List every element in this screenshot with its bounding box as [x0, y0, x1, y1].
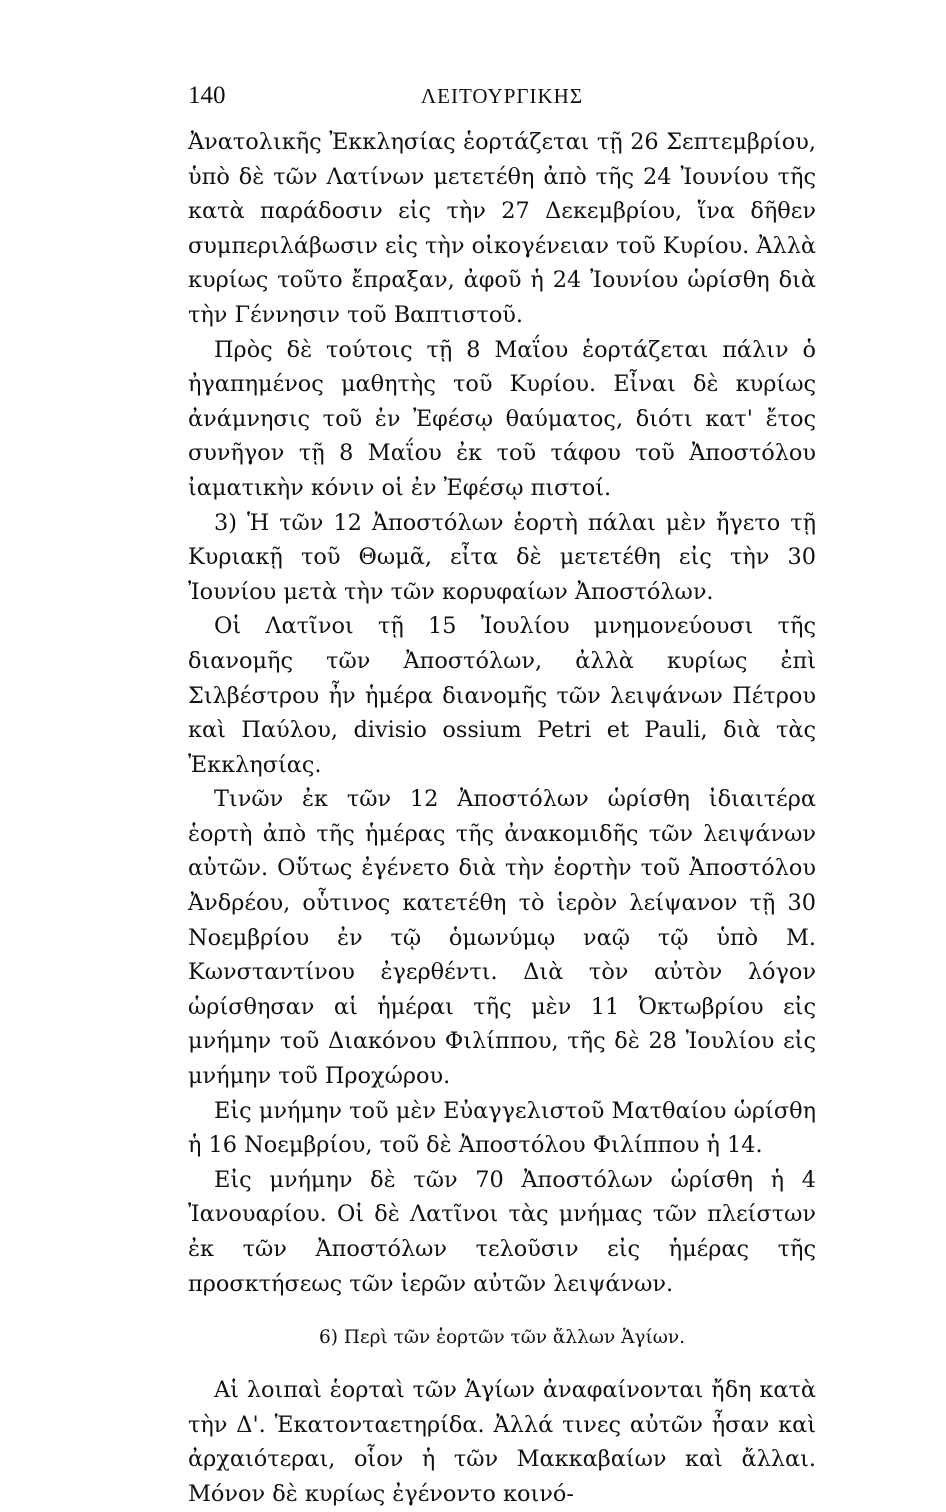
page-number: 140 — [188, 82, 226, 109]
paragraph-2: Πρὸς δὲ τούτοις τῇ 8 Μαΐου ἑορτάζεται πάλιν ὁ ἠγαπημένος μαθητὴς τοῦ Κυρίου. Εἶναι δὲ κυρίως ἀνάμνησις τοῦ ἐν Ἐφέσῳ θαύματος, διότι κατ' ἔτος συνῆγον τῇ 8 Μαΐου ἐκ τοῦ τάφου τοῦ Ἀποστόλου ἰαματικὴν κόνιν οἱ ἐν Ἐφέσῳ πιστοί. — [188, 336, 816, 501]
body-text — [188, 125, 816, 1512]
running-title: ΛΕΙΤΟΥΡΓΙΚΗΣ — [420, 84, 584, 108]
paragraph-6: Εἰς μνήμην τοῦ μὲν Εὐαγγελιστοῦ Ματθαίου ὡρίσθη ἡ 16 Νοεμβρίου, τοῦ δὲ Ἀποστόλου Φιλίππου ἡ 14. — [188, 1097, 816, 1159]
section-heading: 6) Περὶ τῶν ἑορτῶν τῶν ἄλλων Ἁγίων. — [319, 1327, 685, 1349]
page-header — [188, 82, 816, 116]
paragraph-5: Τινῶν ἐκ τῶν 12 Ἀποστόλων ὡρίσθη ἰδιαιτέρα ἑορτὴ ἀπὸ τῆς ἡμέρας τῆς ἀνακομιδῆς τῶν λειψάνων αὐτῶν. Οὕτως ἐγένετο διὰ τὴν ἑορτὴν τοῦ Ἀποστόλου Ἀνδρέου, οὗτινος κατετέθη τὸ ἱερὸν λείψανον τῇ 30 Νοεμβρίου ἐν τῷ ὁμωνύμῳ ναῷ τῷ ὑπὸ Μ. Κωνσταντίνου ἐγερθέντι. Διὰ τὸν αὐτὸν λόγον ὡρίσθησαν αἱ ἡμέραι τῆς μὲν 11 Ὀκτωβρίου εἰς μνήμην τοῦ Διακόνου Φιλίππου, τῆς δὲ 28 Ἰουλίου εἰς μνήμην τοῦ Προχώρου. — [188, 786, 816, 1090]
paragraph-7: Εἰς μνήμην δὲ τῶν 70 Ἀποστόλων ὡρίσθη ἡ 4 Ἰανουαρίου. Οἱ δὲ Λατῖνοι τὰς μνήμας τῶν πλείστων ἐκ τῶν Ἀποστόλων τελοῦσιν εἰς ἡμέρας τῆς προσκτήσεως τῶν ἱερῶν αὐτῶν λειψάνων. — [188, 1166, 816, 1297]
paragraph-4: Οἱ Λατῖνοι τῇ 15 Ἰουλίου μνημονεύουσι τῆς διανομῆς τῶν Ἀποστόλων, ἀλλὰ κυρίως ἐπὶ Σιλβέστρου ἦν ἡμέρα διανομῆς τῶν λειψάνων Πέτρου καὶ Παύλου, divisio ossium Petri et Pauli, διὰ τὰς Ἐκκλησίας. — [188, 613, 816, 778]
paragraph-1: Ἀνατολικῆς Ἐκκλησίας ἑορτάζεται τῇ 26 Σεπτεμβρίου, ὑπὸ δὲ τῶν Λατίνων μετετέθη ἀπὸ τῆς 24 Ἰουνίου τῆς κατὰ παράδοσιν εἰς τὴν 27 Δεκεμβρίου, ἵνα δῆθεν συμπεριλάβωσιν εἰς τὴν οἰκογένειαν τοῦ Κυρίου. Ἀλλὰ κυρίως τοῦτο ἔπραξαν, ἀφοῦ ἡ 24 Ἰουνίου ὡρίσθη διὰ τὴν Γέννησιν τοῦ Βαπτιστοῦ. — [188, 129, 817, 328]
paragraph-8: Αἱ λοιπαὶ ἑορταὶ τῶν Ἁγίων ἀναφαίνονται ἤδη κατὰ τὴν Δ'. Ἑκατονταετηρίδα. Ἀλλά τινες αὐτῶν ἦσαν καὶ ἀρχαιότεραι, οἷον ἡ τῶν Μακκαβαίων καὶ ἄλλαι. Μόνον δὲ κυρίως ἐγένοντο κοινό- — [188, 1377, 816, 1507]
paragraph-3: 3) Ἡ τῶν 12 Ἀποστόλων ἑορτὴ πάλαι μὲν ἤγετο τῇ Κυριακῇ τοῦ Θωμᾶ, εἶτα δὲ μετετέθη εἰς τὴν 30 Ἰουνίου μετὰ τὴν τῶν κορυφαίων Ἀποστόλων. — [188, 509, 816, 605]
